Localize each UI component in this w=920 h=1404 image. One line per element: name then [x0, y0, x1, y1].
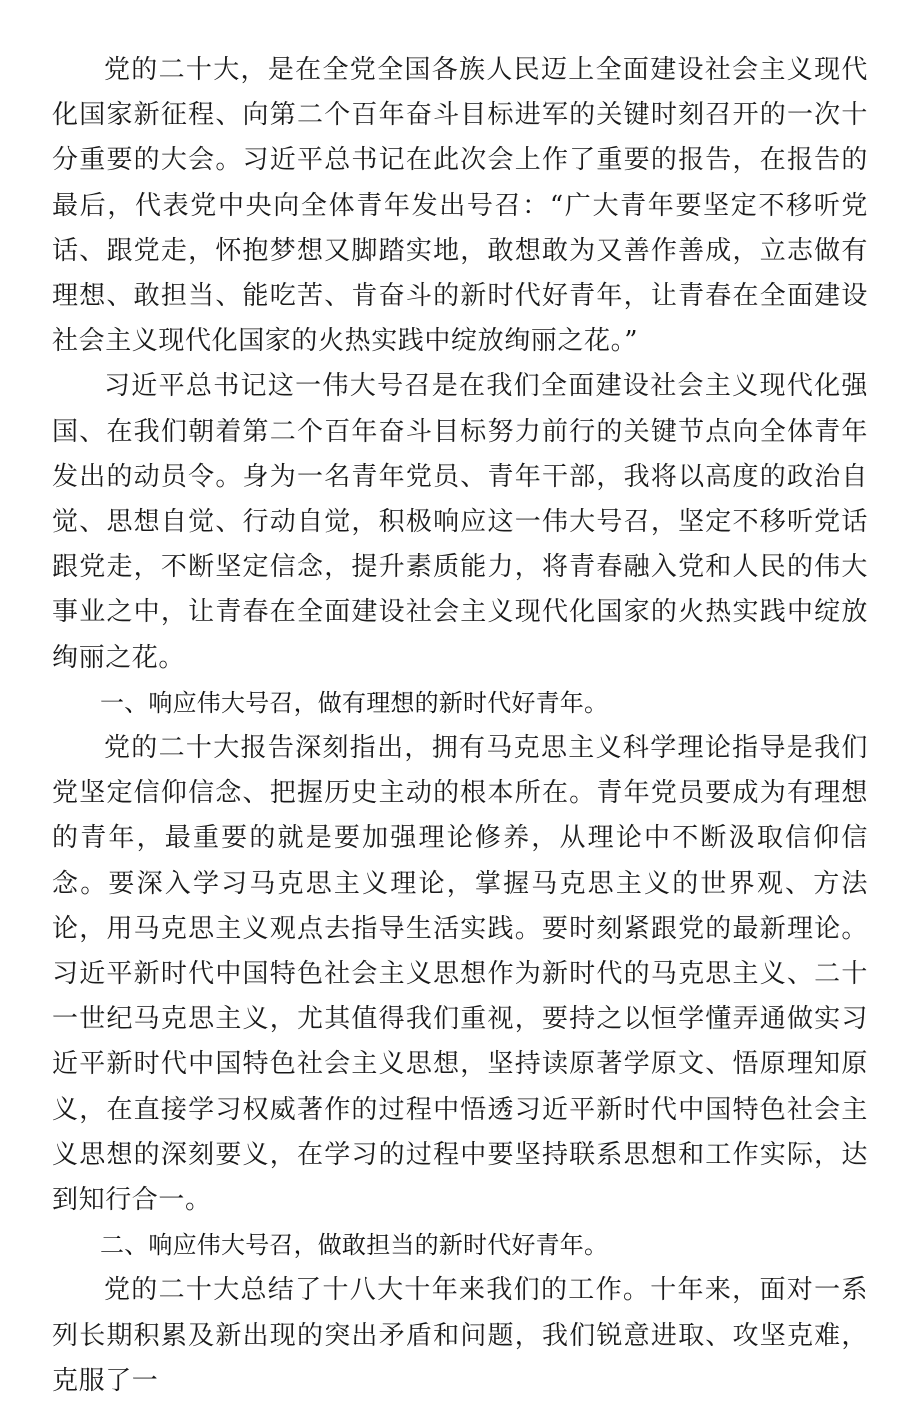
section-heading-1: 一、响应伟大号召，做有理想的新时代好青年。 — [100, 688, 609, 717]
paragraph-mobilization: 习近平总书记这一伟大号召是在我们全面建设社会主义现代化强国、在我们朝着第二个百年奋斗目标努力前行的关键节点向全体青年发出的动员令。身为一名青年党员、青年干部，我将以高度的政治自觉、思想自觉、行动自觉，积极响应这一伟大号召，坚定不移听党话跟党走，不断坚定信念，提升素质能力，将青春融入党和人民的伟大事业之中，让青春在全面建设社会主义现代化国家的火热实践中绽放绚丽之花。 — [52, 371, 868, 673]
paragraph-intro: 党的二十大，是在全党全国各族人民迈上全面建设社会主义现代化国家新征程、向第二个百年奋斗目标进军的关键时刻召开的一次十分重要的大会。习近平总书记在此次会上作了重要的报告，在报告的最后，代表党中央向全体青年发出号召：“广大青年要坚定不移听党话、跟党走，怀抱梦想又脚踏实地，敢想敢为又善作善成，立志做有理想、敢担当、能吃苦、肯奋斗的新时代好青年，让青春在全面建设社会主义现代化国家的火热实践中绽放绚丽之花。” — [52, 55, 868, 357]
paragraph-section-2: 党的二十大总结了十八大十年来我们的工作。十年来，面对一系列长期积累及新出现的突出矛盾和问题，我们锐意进取、攻坚克难，克服了一 — [52, 1275, 868, 1396]
section-heading-2: 二、响应伟大号召，做敢担当的新时代好青年。 — [100, 1231, 609, 1260]
paragraph-section-1: 党的二十大报告深刻指出，拥有马克思主义科学理论指导是我们党坚定信仰信念、把握历史主动的根本所在。青年党员要成为有理想的青年，最重要的就是要加强理论修养，从理论中不断汲取信仰信念。要深入学习马克思主义理论，掌握马克思主义的世界观、方法论，用马克思主义观点去指导生活实践。要时刻紧跟党的最新理论。习近平新时代中国特色社会主义思想作为新时代的马克思主义、二十一世纪马克思主义，尤其值得我们重视，要持之以恒学懂弄通做实习近平新时代中国特色社会主义思想，坚持读原著学原文、悟原理知原义，在直接学习权威著作的过程中悟透习近平新时代中国特色社会主义思想的深刻要义，在学习的过程中要坚持联系思想和工作实际，达到知行合一。 — [52, 733, 868, 1216]
